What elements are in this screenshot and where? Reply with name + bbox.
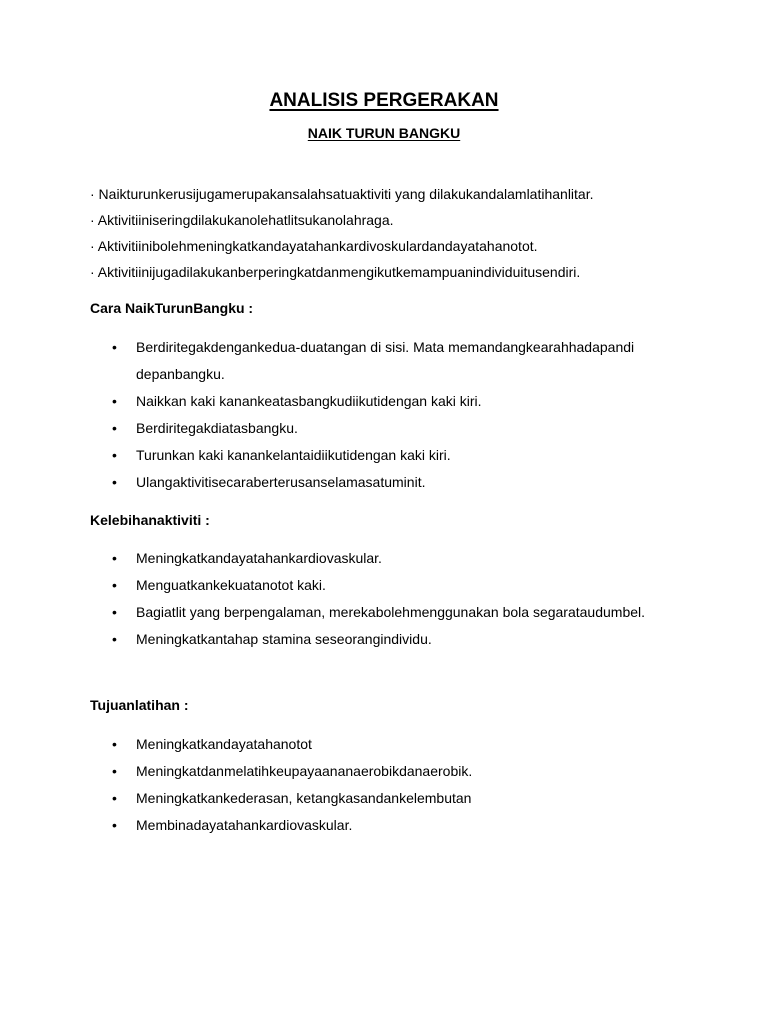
- section-list-kelebihan: [90, 545, 690, 653]
- section-heading-cara: Cara NaikTurunBangku :: [90, 300, 254, 316]
- section-list-cara: [90, 334, 690, 496]
- bullet-icon: •: [112, 393, 117, 409]
- list-item: • Berdiritegakdengankedua-duatangan di sisi. Mata memandangkearahhadapandi depanbangku.: [90, 334, 690, 388]
- bullet-icon: •: [112, 790, 117, 806]
- list-item: • Turunkan kaki kanankelantaidiikutidengan kaki kiri.: [90, 442, 690, 469]
- list-item: • Meningkatkandayatahanotot: [90, 731, 690, 758]
- list-item: • Bagiatlit yang berpengalaman, merekabolehmenggunakan bola segarataudumbel.: [90, 599, 690, 626]
- bullet-icon: •: [112, 763, 117, 779]
- intro-item: · Naikturunkerusijugamerupakansalahsatuaktiviti yang dilakukandalamlatihanlitar.: [90, 186, 594, 202]
- list-item: • Membinadayatahankardiovaskular.: [90, 812, 690, 839]
- list-item: • Berdiritegakdiatasbangku.: [90, 415, 690, 442]
- bullet-icon: •: [112, 339, 117, 355]
- list-item: • Menguatkankekuatanotot kaki.: [90, 572, 690, 599]
- bullet-icon: •: [112, 736, 117, 752]
- bullet-icon: •: [112, 550, 117, 566]
- list-item: • Meningkatkankederasan, ketangkasandankelembutan: [90, 785, 690, 812]
- section-heading-kelebihan: Kelebihanaktiviti :: [90, 512, 210, 528]
- section-list-tujuan: [90, 731, 690, 839]
- list-item: • Ulangaktivitisecaraberterusanselamasatuminit.: [90, 469, 690, 496]
- intro-list: [90, 181, 730, 285]
- bullet-icon: •: [112, 817, 117, 833]
- document-title: ANALISIS PERGERAKAN: [269, 90, 499, 111]
- list-item: • Meningkatkandayatahankardiovaskular.: [90, 545, 690, 572]
- list-item: • Meningkatkantahap stamina seseorangindividu.: [90, 626, 690, 653]
- list-item: • Meningkatdanmelatihkeupayaananaerobikdanaerobik.: [90, 758, 690, 785]
- bullet-icon: •: [112, 447, 117, 463]
- list-item: • Naikkan kaki kanankeatasbangkudiikutidengan kaki kiri.: [90, 388, 690, 415]
- intro-item: · Aktivitiinijugadilakukanberperingkatdanmengikutkemampuanindividuitusendiri.: [90, 264, 581, 280]
- intro-item: · Aktivitiiniseringdilakukanolehatlitsukanolahraga.: [90, 212, 394, 228]
- section-heading-tujuan: Tujuanlatihan :: [90, 697, 189, 713]
- intro-item: · Aktivitiinibolehmeningkatkandayatahankardivoskulardandayatahanotot.: [90, 238, 538, 254]
- bullet-icon: •: [112, 474, 117, 490]
- document-subtitle: NAIK TURUN BANGKU: [307, 125, 461, 141]
- bullet-icon: •: [112, 577, 117, 593]
- bullet-icon: •: [112, 420, 117, 436]
- bullet-icon: •: [112, 604, 117, 620]
- bullet-icon: •: [112, 631, 117, 647]
